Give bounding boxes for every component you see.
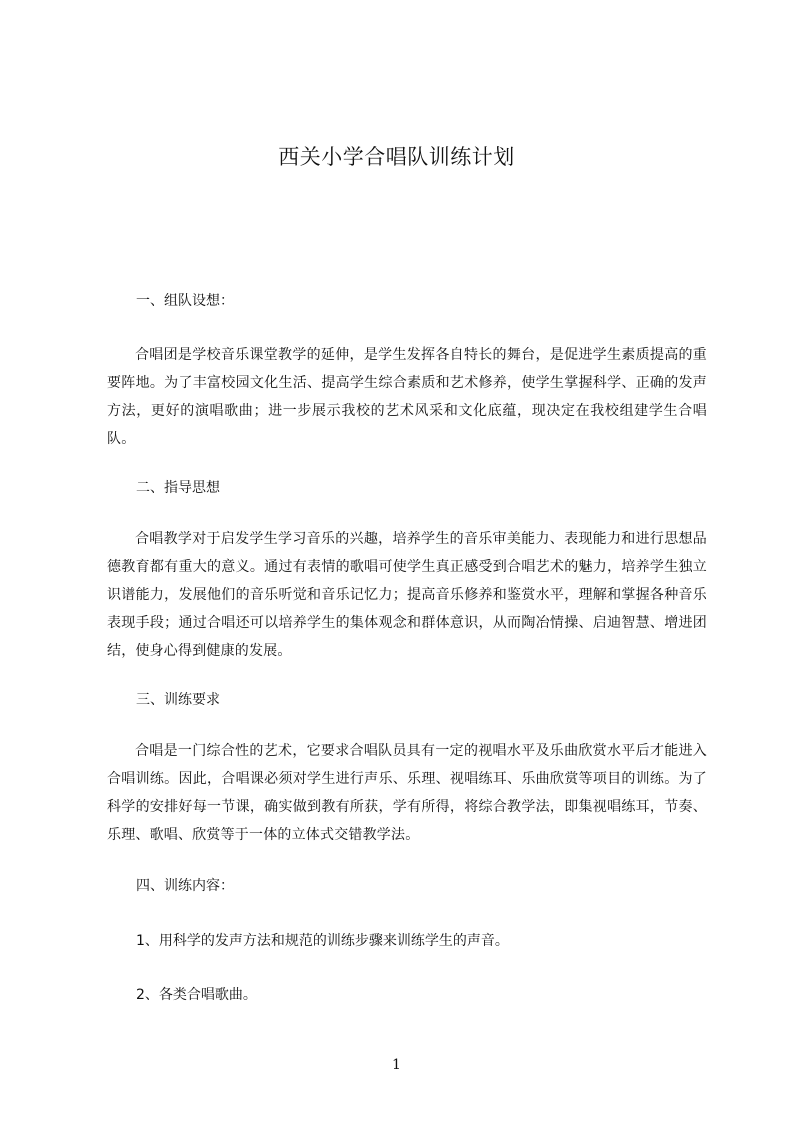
content-list-item-2: 2、各类合唱歌曲。 (136, 987, 257, 1003)
section-heading-4: 四、训练内容： (136, 878, 234, 894)
section-paragraph-1: 合唱团是学校音乐课堂教学的延伸，是学生发挥各自特长的舞台，是促进学生素质提高的重要阵地。为了丰富校园文化生活、提高学生综合素质和艺术修养，使学生掌握科学、正确的发声方法，更好的演唱歌曲；进一步展示我校的艺术风采和文化底蕴，现决定在我校组建学生合唱队。 (107, 347, 707, 447)
section-heading-2: 二、指导思想 (136, 480, 220, 496)
content-list-item-1: 1、用科学的发声方法和规范的训练步骤来训练学生的声音。 (136, 933, 509, 949)
section-paragraph-3: 合唱是一门综合性的艺术，它要求合唱队员具有一定的视唱水平及乐曲欣赏水平后才能进入合唱训练。因此，合唱课必须对学生进行声乐、乐理、视唱练耳、乐曲欣赏等项目的训练。为了科学的安排好每一节课，确实做到教有所获，学有所得，将综合教学法，即集视唱练耳，节奏、乐理、歌唱、欣赏等于一体的立体式交错教学法。 (107, 743, 707, 843)
section-paragraph-2: 合唱教学对于启发学生学习音乐的兴趣，培养学生的音乐审美能力、表现能力和进行思想品德教育都有重大的意义。通过有表情的歌唱可使学生真正感受到合唱艺术的魅力，培养学生独立识谱能力，发展他们的音乐听觉和音乐记忆力；提高音乐修养和鉴赏水平，理解和掌握各种音乐表现手段；通过合唱还可以培养学生的集体观念和群体意识，从而陶冶情操、启迪智慧、增进团结，使身心得到健康的发展。 (107, 531, 707, 659)
page-number: 1 (392, 1057, 401, 1073)
section-heading-1: 一、组队设想： (136, 293, 234, 309)
section-heading-3: 三、训练要求 (136, 692, 220, 708)
document-title: 西关小学合唱队训练计划 (278, 145, 515, 169)
